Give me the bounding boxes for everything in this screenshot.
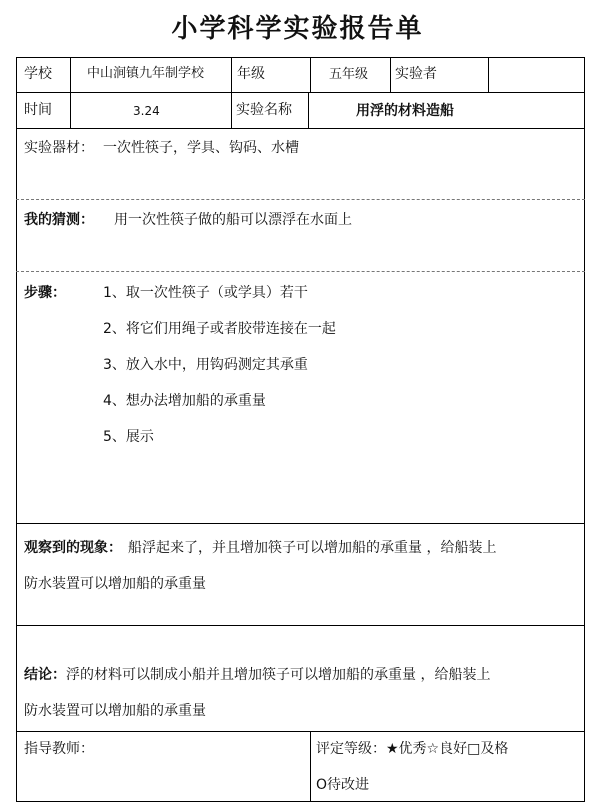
time-value: 3.24	[133, 104, 160, 118]
steps-list	[103, 283, 336, 463]
step-item: 5、展示	[103, 429, 154, 445]
col-divider	[310, 57, 311, 93]
school-label: 学校	[24, 66, 52, 82]
time-label: 时间	[24, 102, 52, 118]
guess-label: 我的猜测：	[24, 212, 94, 228]
conclusion-line-2: 防水装置可以增加船的承重量	[24, 703, 206, 719]
conclusion-paragraph	[24, 657, 584, 729]
step-item: 3、放入水中，用钩码测定其承重	[103, 357, 308, 373]
observation-line-2: 防水装置可以增加船的承重量	[24, 576, 206, 592]
rating-label: 评定等级：	[316, 741, 386, 757]
rating-options-line-1: ★优秀☆良好□及格	[386, 741, 509, 757]
row-divider	[16, 523, 585, 524]
col-divider	[231, 57, 232, 128]
observation-line-1: 船浮起来了，并且增加筷子可以增加船的承重量 ，给船装上	[128, 540, 497, 556]
equipment-value: 一次性筷子，学具、钩码、水槽	[103, 140, 299, 156]
row-divider	[16, 271, 585, 272]
row-divider	[16, 625, 585, 626]
row-divider	[16, 128, 585, 129]
step-item: 1、取一次性筷子（或学具）若干	[103, 285, 308, 301]
row-divider	[16, 199, 585, 200]
experiment-name-label: 实验名称	[236, 102, 292, 118]
guess-value: 用一次性筷子做的船可以漂浮在水面上	[114, 212, 352, 228]
col-divider	[488, 57, 489, 93]
equipment-label: 实验器材：	[24, 140, 94, 156]
grade-label: 年级	[237, 66, 265, 82]
rating-options-line-2: O待改进	[316, 777, 370, 793]
conclusion-line-1: 浮的材料可以制成小船并且增加筷子可以增加船的承重量 ，给船装上	[66, 667, 491, 683]
steps-label: 步骤：	[24, 285, 66, 301]
observation-paragraph	[24, 530, 584, 602]
step-item: 2、将它们用绳子或者胶带连接在一起	[103, 321, 336, 337]
school-value: 中山涧镇九年制学校	[87, 66, 205, 81]
grade-value: 五年级	[329, 67, 369, 82]
row-divider	[16, 92, 585, 93]
col-divider	[390, 57, 391, 93]
teacher-label: 指导教师：	[24, 741, 94, 757]
observation-label: 观察到的现象：	[24, 540, 122, 556]
step-item: 4、想办法增加船的承重量	[103, 393, 266, 409]
conclusion-label: 结论：	[24, 667, 66, 683]
col-divider	[310, 731, 311, 802]
col-divider	[70, 57, 71, 128]
row-divider	[16, 731, 585, 732]
rating-row	[316, 739, 508, 759]
experiment-name-value: 用浮的材料造船	[356, 103, 454, 119]
col-divider	[308, 93, 309, 128]
experimenter-label: 实验者	[395, 66, 437, 82]
report-title: 小学科学实验报告单	[171, 14, 424, 44]
